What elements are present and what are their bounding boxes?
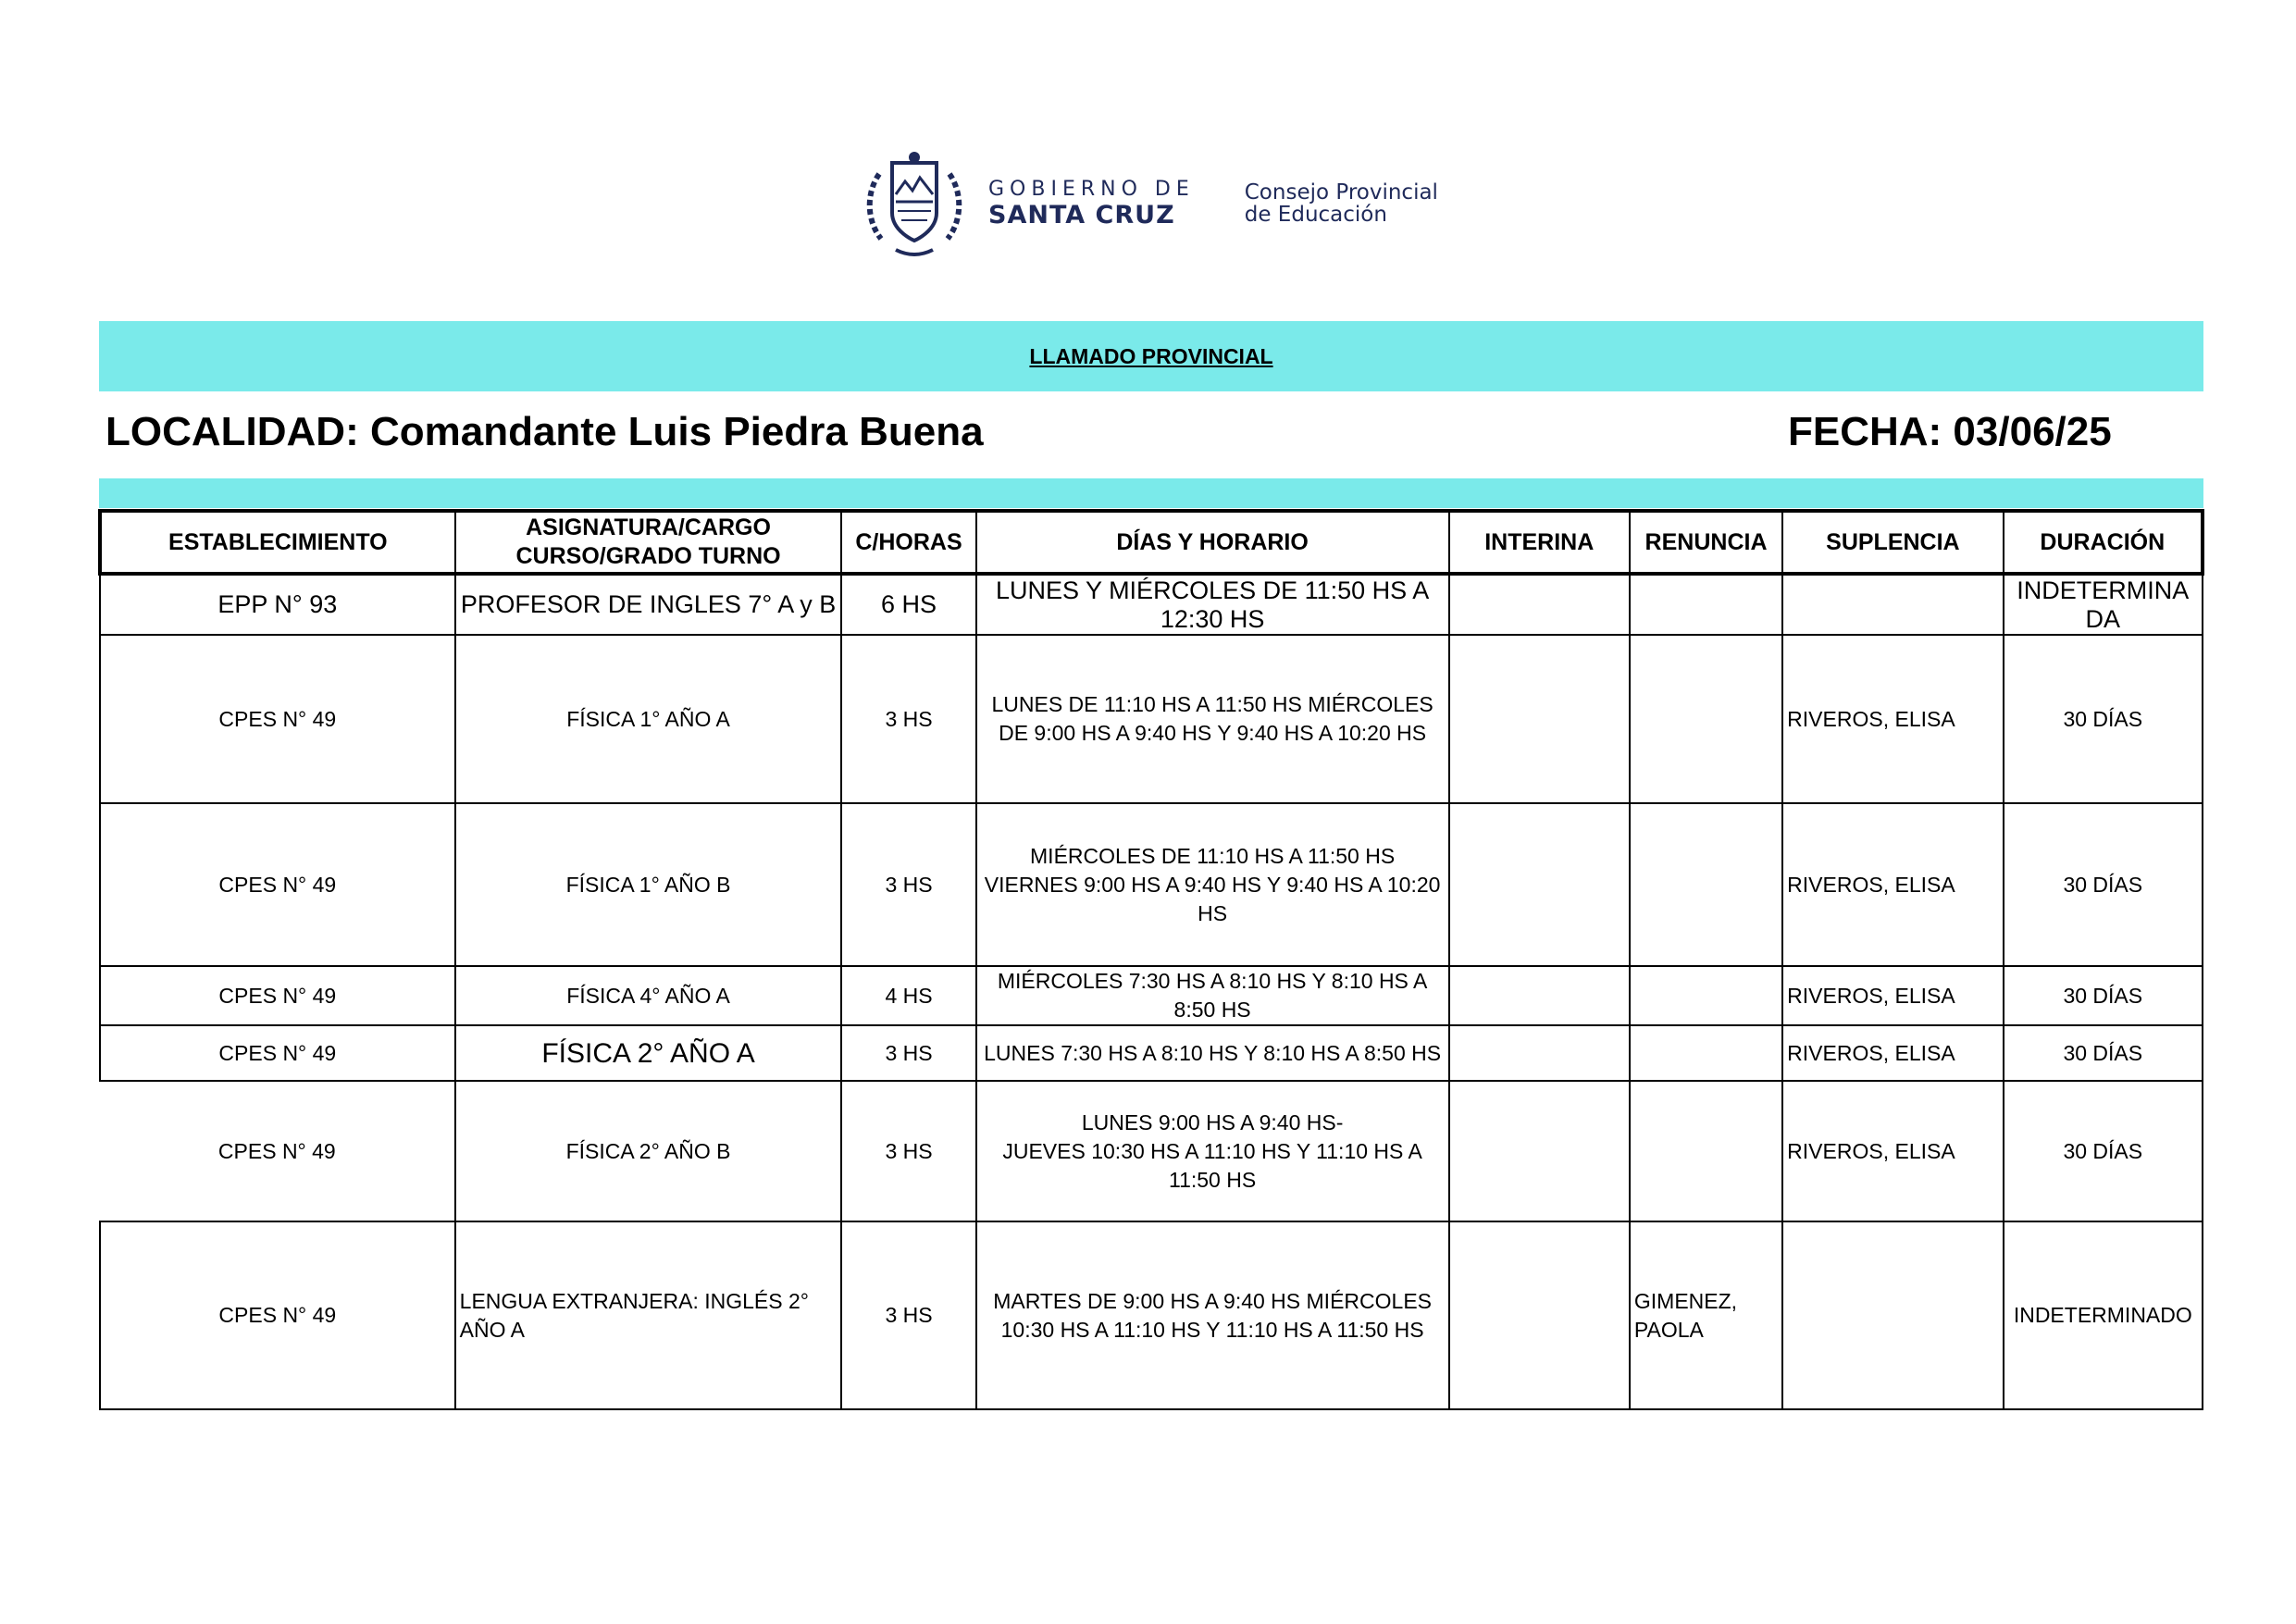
cell-horas: 3 HS (841, 635, 975, 803)
cell-horario: LUNES Y MIÉRCOLES DE 11:50 HS A 12:30 HS (976, 574, 1449, 635)
cell-establecimiento: CPES N° 49 (100, 1025, 455, 1081)
cell-suplencia: RIVEROS, ELISA (1782, 1025, 2003, 1081)
cell-horario: MARTES DE 9:00 HS A 9:40 HS MIÉRCOLES 10:30 HS A 11:10 HS Y 11:10 HS A 11:50 HS (976, 1221, 1449, 1409)
santa-cruz-seal-icon (859, 146, 970, 261)
table-row (100, 803, 2203, 966)
col-header: SUPLENCIA (1782, 511, 2003, 574)
cell-duracion: INDETERMINADA (2004, 574, 2203, 635)
cell-interina (1449, 1025, 1630, 1081)
cell-horas: 3 HS (841, 1025, 975, 1081)
cell-interina (1449, 635, 1630, 803)
council-line-2: de Educación (1244, 203, 1387, 227)
horario-line-2: JUEVES 10:30 HS A 11:10 HS Y 11:10 HS A 11:50 HS (1002, 1138, 1422, 1192)
col-header: DÍAS Y HORARIO (976, 511, 1449, 574)
cell-asignatura: FÍSICA 4° AÑO A (455, 966, 842, 1025)
cell-renuncia: GIMENEZ, PAOLA (1630, 1221, 1782, 1409)
cell-suplencia (1782, 574, 2003, 635)
cell-horario: MIÉRCOLES DE 11:10 HS A 11:50 HS VIERNES 9:00 HS A 9:40 HS Y 9:40 HS A 10:20 HS (976, 803, 1449, 966)
cell-renuncia (1630, 1025, 1782, 1081)
localidad-label: LOCALIDAD: Comandante Luis Piedra Buena (105, 409, 984, 454)
cell-horario: MIÉRCOLES 7:30 HS A 8:10 HS Y 8:10 HS A 8:50 HS (976, 966, 1449, 1025)
table-row (100, 574, 2203, 635)
cell-horas: 3 HS (841, 803, 975, 966)
table-row (100, 1025, 2203, 1081)
title-banner (99, 321, 2203, 391)
cell-duracion: 30 DÍAS (2004, 803, 2203, 966)
vacancies-table (98, 509, 2204, 1410)
cell-duracion: 30 DÍAS (2004, 635, 2203, 803)
table-row (100, 1081, 2203, 1221)
logo-line-1: GOBIERNO DE (988, 178, 1195, 201)
cell-asignatura: FÍSICA 2° AÑO A (455, 1025, 842, 1081)
cell-suplencia: RIVEROS, ELISA (1782, 1081, 2003, 1221)
cell-asignatura: LENGUA EXTRANJERA: INGLÉS 2° AÑO A (455, 1221, 842, 1409)
cell-horas: 4 HS (841, 966, 975, 1025)
cell-horas: 6 HS (841, 574, 975, 635)
table-row (100, 966, 2203, 1025)
cell-renuncia (1630, 803, 1782, 966)
cell-establecimiento: CPES N° 49 (100, 966, 455, 1025)
table-row (100, 635, 2203, 803)
col-header: ASIGNATURA/CARGO CURSO/GRADO TURNO (455, 511, 842, 574)
cell-interina (1449, 803, 1630, 966)
cell-renuncia (1630, 635, 1782, 803)
cell-establecimiento: CPES N° 49 (100, 803, 455, 966)
cell-duracion: 30 DÍAS (2004, 966, 2203, 1025)
cell-duracion: 30 DÍAS (2004, 1081, 2203, 1221)
cell-interina (1449, 966, 1630, 1025)
separator-band (99, 478, 2203, 508)
cell-interina (1449, 1221, 1630, 1409)
cell-asignatura: FÍSICA 1° AÑO A (455, 635, 842, 803)
cell-suplencia: RIVEROS, ELISA (1782, 803, 2003, 966)
cell-establecimiento: CPES N° 49 (100, 1221, 455, 1409)
header-logo (859, 146, 1438, 261)
cell-asignatura: FÍSICA 1° AÑO B (455, 803, 842, 966)
horario-line-1: LUNES 9:00 HS A 9:40 HS- (1081, 1110, 1344, 1134)
cell-duracion: 30 DÍAS (2004, 1025, 2203, 1081)
cell-suplencia: RIVEROS, ELISA (1782, 966, 2003, 1025)
col-header: C/HORAS (841, 511, 975, 574)
cell-establecimiento: CPES N° 49 (100, 1081, 455, 1221)
cell-renuncia (1630, 966, 1782, 1025)
logo-line-2: SANTA CRUZ (988, 201, 1175, 229)
cell-suplencia: RIVEROS, ELISA (1782, 635, 2003, 803)
table-header-row (100, 511, 2203, 574)
col-header: RENUNCIA (1630, 511, 1782, 574)
cell-asignatura: PROFESOR DE INGLES 7° A y B (455, 574, 842, 635)
cell-horas: 3 HS (841, 1081, 975, 1221)
cell-horario: LUNES 7:30 HS A 8:10 HS Y 8:10 HS A 8:50 HS (976, 1025, 1449, 1081)
cell-horario: LUNES DE 11:10 HS A 11:50 HS MIÉRCOLES DE 9:00 HS A 9:40 HS Y 9:40 HS A 10:20 HS (976, 635, 1449, 803)
cell-duracion: INDETERMINADO (2004, 1221, 2203, 1409)
cell-horas: 3 HS (841, 1221, 975, 1409)
table-row (100, 1221, 2203, 1409)
cell-establecimiento: CPES N° 49 (100, 635, 455, 803)
council-line-1: Consejo Provincial (1244, 180, 1438, 205)
col-header: ESTABLECIMIENTO (100, 511, 455, 574)
banner-title: LLAMADO PROVINCIAL (1029, 343, 1273, 368)
cell-suplencia (1782, 1221, 2003, 1409)
cell-interina (1449, 574, 1630, 635)
cell-establecimiento: EPP N° 93 (100, 574, 455, 635)
fecha-label: FECHA: 03/06/25 (1788, 409, 2112, 454)
cell-renuncia (1630, 1081, 1782, 1221)
col-header: DURACIÓN (2004, 511, 2203, 574)
cell-horario (976, 1081, 1449, 1221)
col-header: INTERINA (1449, 511, 1630, 574)
cell-renuncia (1630, 574, 1782, 635)
cell-asignatura: FÍSICA 2° AÑO B (455, 1081, 842, 1221)
cell-interina (1449, 1081, 1630, 1221)
